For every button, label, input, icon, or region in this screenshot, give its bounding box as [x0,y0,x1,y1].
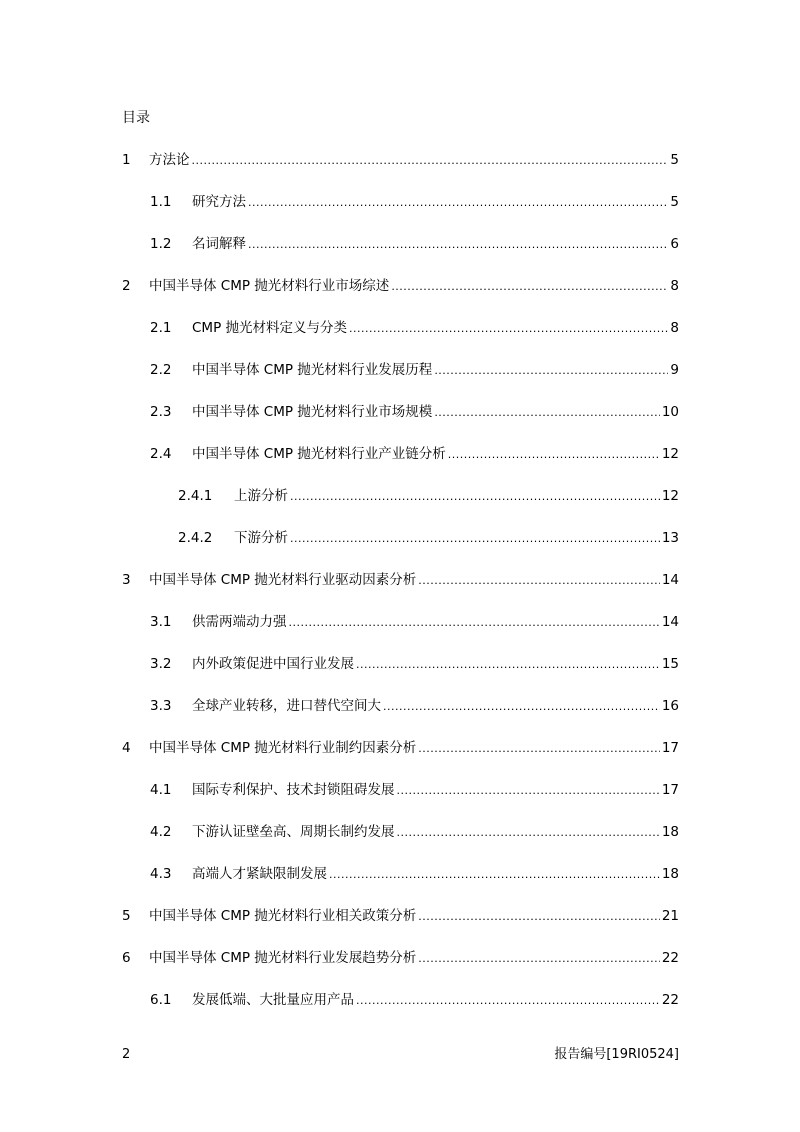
toc-entry[interactable] [150,990,679,1010]
toc-entry-label: 名词解释 [192,236,246,252]
toc-entry-label: 研究方法 [192,194,246,210]
toc-entry-label: 中国半导体 CMP 抛光材料行业发展历程 [192,362,433,378]
toc-entry-page: 17 [661,740,679,756]
toc-entry-number: 2.4 [150,446,172,462]
toc-entry-page: 18 [661,824,679,840]
toc-entry-page: 22 [661,950,679,966]
toc-entry-label: 中国半导体 CMP 抛光材料行业发展趋势分析 [149,950,417,966]
toc-entry-page: 16 [661,698,679,714]
toc-entry-label: 高端人才紧缺限制发展 [192,866,327,882]
toc-entry-number: 5 [122,908,131,924]
toc-entry-page: 5 [670,152,679,168]
toc-entry-page: 8 [670,278,679,294]
toc-entry-number: 6.1 [150,992,172,1008]
dot-leader [248,193,668,213]
dot-leader [356,655,660,675]
dot-leader [397,823,660,843]
toc-entry-label: 下游分析 [234,530,288,546]
toc-entry-number: 4.2 [150,824,172,840]
toc-entry-number: 4.1 [150,782,172,798]
dot-leader [418,571,660,591]
toc-entry[interactable] [150,318,679,338]
toc-entry[interactable] [178,486,679,506]
toc-entry-number: 1.2 [150,236,172,252]
footer-report-id: 报告编号[19RI0524] [554,1047,679,1062]
toc-entry-label: 下游认证壁垒高、周期长制约发展 [192,824,395,840]
toc-entry-page: 8 [670,320,679,336]
toc-entry-label: 中国半导体 CMP 抛光材料行业制约因素分析 [149,740,417,756]
toc-entry-number: 2.4.1 [178,488,213,504]
toc-entry-label: 中国半导体 CMP 抛光材料行业市场综述 [149,278,390,294]
toc-entry[interactable] [122,906,679,926]
dot-leader [434,361,668,381]
toc-entry-label: 中国半导体 CMP 抛光材料行业市场规模 [192,404,433,420]
toc-entry-number: 1.1 [150,194,172,210]
toc-entry-label: 中国半导体 CMP 抛光材料行业相关政策分析 [149,908,417,924]
toc-entry[interactable] [150,402,679,422]
toc-entry-page: 12 [661,488,679,504]
dot-leader [418,907,660,927]
dot-leader [356,991,660,1011]
toc-entry-number: 4.3 [150,866,172,882]
toc-entry-number: 1 [122,152,131,168]
toc-entry-page: 13 [661,530,679,546]
toc-entry-page: 22 [661,992,679,1008]
toc-entry-label: 全球产业转移，进口替代空间大 [192,698,381,714]
toc-entry[interactable] [150,864,679,884]
toc-entry-label: 国际专利保护、技术封锁阻碍发展 [192,782,395,798]
toc-entry[interactable] [150,360,679,380]
dot-leader [434,403,660,423]
toc-entry[interactable] [150,780,679,800]
toc-entry-page: 21 [661,908,679,924]
dot-leader [289,613,660,633]
toc-entry[interactable] [122,276,679,296]
dot-leader [448,445,660,465]
toc-entry[interactable] [150,444,679,464]
toc-entry-number: 3.3 [150,698,172,714]
toc-entry-label: CMP 抛光材料定义与分类 [192,320,348,336]
dot-leader [418,739,660,759]
dot-leader [418,949,660,969]
toc-entry-number: 2.1 [150,320,172,336]
toc-entry-label: 中国半导体 CMP 抛光材料行业产业链分析 [192,446,446,462]
toc-entry-page: 18 [661,866,679,882]
toc-entry-label: 发展低端、大批量应用产品 [192,992,354,1008]
toc-entry-number: 3.1 [150,614,172,630]
dot-leader [290,529,660,549]
dot-leader [349,319,668,339]
dot-leader [290,487,660,507]
dot-leader [383,697,660,717]
toc-entry-number: 4 [122,740,131,756]
toc-entry[interactable] [150,822,679,842]
dot-leader [192,151,669,171]
toc-entry-number: 2.2 [150,362,172,378]
toc-entry-page: 15 [661,656,679,672]
toc-entry-page: 14 [661,572,679,588]
toc-entry[interactable] [122,948,679,968]
toc-entry-label: 方法论 [149,152,190,168]
toc-entry[interactable] [122,150,679,170]
toc-entry-number: 2.4.2 [178,530,213,546]
toc-entry-number: 6 [122,950,131,966]
dot-leader [248,235,668,255]
toc-entry[interactable] [178,528,679,548]
toc-entry-label: 内外政策促进中国行业发展 [192,656,354,672]
toc-title: 目录 [122,110,150,126]
toc-entry[interactable] [150,234,679,254]
toc-entry-page: 12 [661,446,679,462]
toc-entry-page: 5 [670,194,679,210]
toc-entry-number: 2 [122,278,131,294]
toc-entry[interactable] [122,738,679,758]
dot-leader [397,781,660,801]
dot-leader [391,277,668,297]
toc-entry[interactable] [150,612,679,632]
toc-entry-page: 10 [661,404,679,420]
toc-entry-page: 14 [661,614,679,630]
toc-entry-number: 3.2 [150,656,172,672]
toc-entry-page: 9 [670,362,679,378]
toc-entry-label: 上游分析 [234,488,288,504]
toc-entry[interactable] [150,696,679,716]
toc-entry[interactable] [122,570,679,590]
toc-entry-number: 2.3 [150,404,172,420]
toc-entry-label: 中国半导体 CMP 抛光材料行业驱动因素分析 [149,572,417,588]
toc-entry-number: 3 [122,572,131,588]
toc-entry-label: 供需两端动力强 [192,614,287,630]
toc-entry[interactable] [150,192,679,212]
dot-leader [329,865,660,885]
toc-entry-page: 6 [670,236,679,252]
toc-entry[interactable] [150,654,679,674]
footer-page-number: 2 [122,1047,131,1062]
toc-entry-page: 17 [661,782,679,798]
